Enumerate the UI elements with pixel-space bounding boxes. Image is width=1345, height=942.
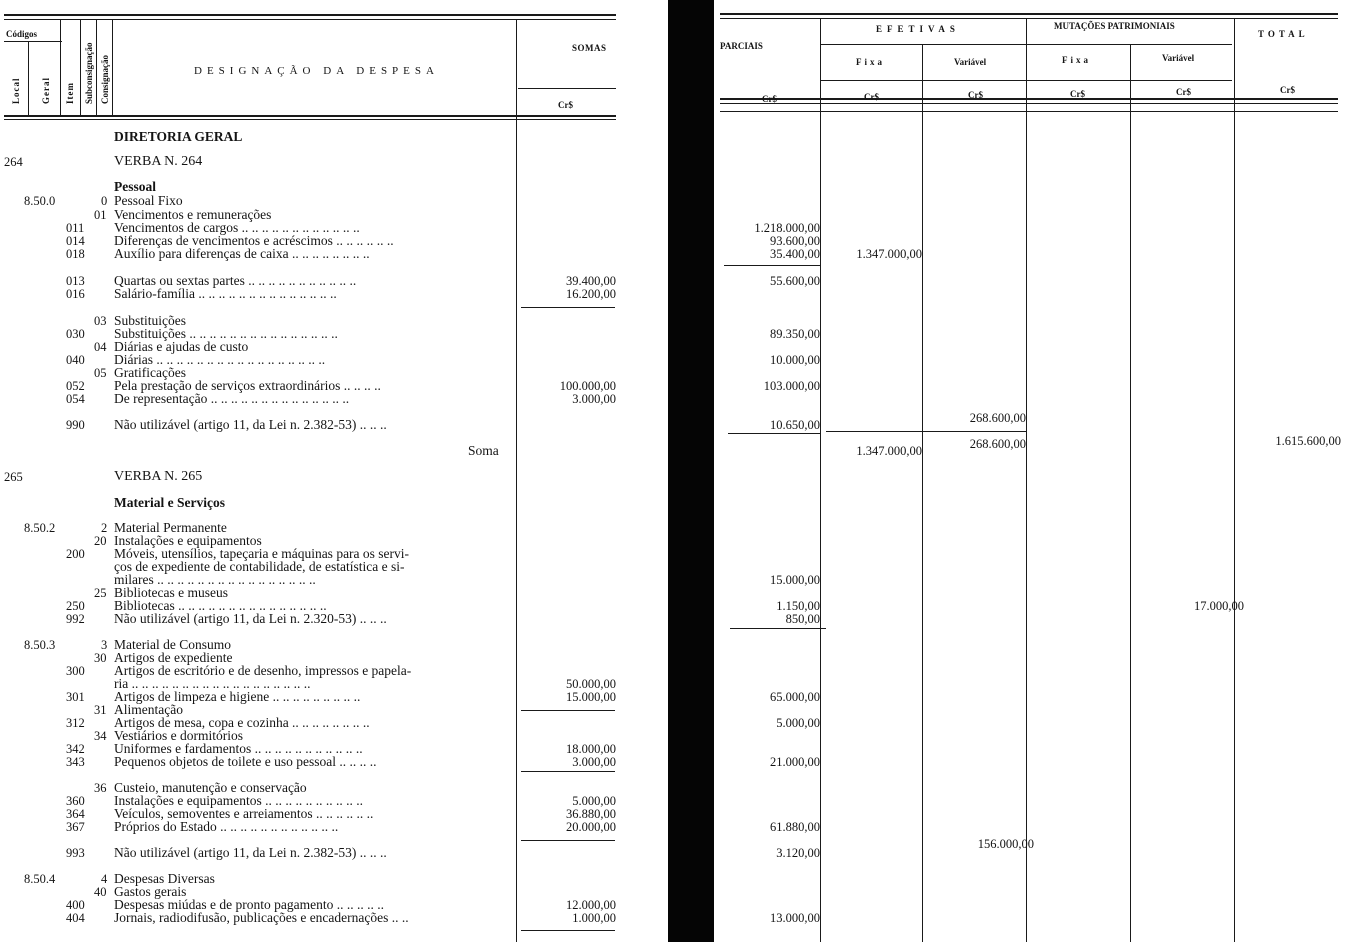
- subconsignacao-label: Subconsignação: [84, 42, 94, 104]
- expense-description: VERBA N. 265: [114, 469, 203, 484]
- somas-value: 50.000,00: [566, 677, 616, 691]
- col-line: [1234, 19, 1235, 942]
- mutacoes-variavel-value: 17.000,00: [1194, 599, 1244, 613]
- somas-value: 15.000,00: [566, 690, 616, 704]
- cur-5: Cr$: [1176, 87, 1191, 97]
- expense-description: Diferenças de vencimentos e acréscimos .. .. .. .. .. ..: [114, 233, 394, 248]
- consignacao-code: 40: [94, 885, 107, 899]
- parcial-value: 61.880,00: [770, 820, 820, 834]
- sum-rule: [521, 307, 615, 308]
- expense-description: Material e Serviços: [114, 495, 225, 510]
- item-code: 301: [66, 690, 85, 704]
- consignacao-code: 34: [94, 729, 107, 743]
- somas-value: 12.000,00: [566, 898, 616, 912]
- item-code: 011: [66, 221, 85, 235]
- item-code: 014: [66, 234, 85, 248]
- parcial-value: 3.120,00: [776, 846, 820, 860]
- local-label: Local: [11, 77, 21, 104]
- codigos-label: Códigos: [6, 29, 38, 39]
- hdr-col-line: [112, 20, 113, 115]
- somas-value: 1.000,00: [572, 911, 616, 925]
- efetivas-variavel-value: 268.600,00: [969, 411, 1026, 425]
- col-line: [922, 44, 923, 942]
- consignacao-code: 01: [94, 208, 107, 222]
- consignacao-code: 30: [94, 651, 107, 665]
- parcial-value: 89.350,00: [770, 327, 820, 341]
- sum-rule: [521, 930, 615, 931]
- somas-value: 36.880,00: [566, 807, 616, 821]
- expense-description: Pequenos objetos de toilete e uso pessoal .. .. .. ..: [114, 754, 377, 769]
- codigos-rule: [4, 41, 62, 42]
- somas-value: 100.000,00: [559, 379, 616, 393]
- expense-description: Quartas ou sextas partes .. .. .. .. .. .. .. .. .. .. ..: [114, 273, 357, 288]
- consignacao-code: 4: [101, 872, 108, 886]
- consignacao-code: 05: [94, 366, 107, 380]
- expense-description: Diárias .. .. .. .. .. .. .. .. .. .. .. .. .. .. .. .. ..: [114, 352, 326, 367]
- item-code: 990: [66, 418, 85, 432]
- parcial-rule: [724, 265, 820, 266]
- item-code: 018: [66, 247, 85, 261]
- right-top-rule: [720, 13, 1338, 15]
- verba-code: 265: [4, 470, 23, 484]
- consignacao-code: 31: [94, 703, 107, 717]
- sum-rule: [521, 840, 615, 841]
- expense-description: Pessoal Fixo: [114, 193, 183, 208]
- verba-code: 264: [4, 155, 23, 169]
- expense-description: Não utilizável (artigo 11, da Lei n. 2.320-53) .. .. ..: [114, 611, 387, 626]
- expense-description: Artigos de escritório e de desenho, impressos e papela-: [114, 663, 412, 678]
- expense-description: Diárias e ajudas de custo: [114, 339, 249, 354]
- efetivas-fixa-value: 1.347.000,00: [856, 444, 922, 458]
- local-code: 8.50.2: [24, 521, 56, 535]
- expense-description: Bibliotecas e museus: [114, 585, 228, 600]
- parcial-rule: [730, 628, 826, 629]
- expense-description: De representação .. .. .. .. .. .. .. .. .. .. .. .. .. ..: [114, 391, 350, 406]
- expense-description: Artigos de limpeza e higiene .. .. .. .. .. .. .. .. ..: [114, 689, 361, 704]
- col-line: [820, 19, 821, 942]
- book-spine: [668, 0, 714, 942]
- right-header-bottom-2: [720, 103, 1338, 104]
- expense-description: Bibliotecas .. .. .. .. .. .. .. .. .. .. .. .. .. .. ..: [114, 598, 327, 613]
- item-code: 992: [66, 612, 85, 626]
- parcial-value: 1.150,00: [776, 599, 820, 613]
- cur-6: Cr$: [1280, 85, 1295, 95]
- item-code: 040: [66, 353, 85, 367]
- expense-description: Próprios do Estado .. .. .. .. .. .. .. .. .. .. .. ..: [114, 819, 339, 834]
- somas-value: 39.400,00: [566, 274, 616, 288]
- parcial-value: 1.218.000,00: [754, 221, 820, 235]
- hdr-col-line: [28, 42, 29, 115]
- expense-description: Jornais, radiodifusão, publicações e encadernações .. ..: [114, 910, 409, 925]
- right-top-rule-2: [720, 18, 1338, 19]
- sum-rule: [521, 710, 615, 711]
- item-code: 342: [66, 742, 85, 756]
- item-code: 013: [66, 274, 85, 288]
- expense-description: Material de Consumo: [114, 637, 231, 652]
- right-header-bottom-3: [720, 111, 1338, 112]
- parcial-value: 55.600,00: [770, 274, 820, 288]
- expense-description: Despesas Diversas: [114, 871, 215, 886]
- efetivas-fixa: Fixa: [856, 57, 885, 67]
- expense-description: VERBA N. 264: [114, 154, 203, 169]
- header-bottom-rule: [4, 115, 616, 117]
- top-rule: [4, 14, 616, 16]
- expense-description: Não utilizável (artigo 11, da Lei n. 2.382-53) .. .. ..: [114, 417, 387, 432]
- expense-description: Instalações e equipamentos .. .. .. .. .. .. .. .. .. ..: [114, 793, 363, 808]
- efetivas-variavel: Variável: [954, 57, 987, 67]
- expense-description: Vencimentos e remunerações: [114, 207, 272, 222]
- right-header-bottom: [720, 98, 1338, 100]
- total-label: TOTAL: [1258, 29, 1309, 39]
- expense-description: Auxílio para diferenças de caixa .. .. .. .. .. .. .. ..: [114, 246, 370, 261]
- parcial-rule: [728, 433, 820, 434]
- parcial-value: 5.000,00: [776, 716, 820, 730]
- expense-description: Gastos gerais: [114, 884, 187, 899]
- item-code: 364: [66, 807, 85, 821]
- item-code: 360: [66, 794, 85, 808]
- expense-description: Salário-família .. .. .. .. .. .. .. .. .. .. .. .. .. ..: [114, 286, 337, 301]
- cur-3: Cr$: [968, 90, 983, 100]
- expense-description: Não utilizável (artigo 11, da Lei n. 2.382-53) .. .. ..: [114, 845, 387, 860]
- expense-description: milares .. .. .. .. .. .. .. .. .. .. .. .. .. .. .. ..: [114, 572, 316, 587]
- expense-description: Móveis, utensílios, tapeçaria e máquinas para os servi-: [114, 546, 410, 561]
- efetivas-rule: [826, 431, 1026, 432]
- item-code: 052: [66, 379, 85, 393]
- parciais-label: PARCIAIS: [720, 41, 763, 51]
- consignacao-code: 20: [94, 534, 107, 548]
- item-code: 054: [66, 392, 85, 406]
- parcial-value: 15.000,00: [770, 573, 820, 587]
- somas-value: 3.000,00: [572, 755, 616, 769]
- expense-description: Instalações e equipamentos: [114, 533, 262, 548]
- expense-description: Pela prestação de serviços extraordinários .. .. .. ..: [114, 378, 381, 393]
- mutacoes-fixa-value: 156.000,00: [977, 837, 1034, 851]
- col-line: [1130, 44, 1131, 942]
- expense-description: Vestiários e dormitórios: [114, 728, 243, 743]
- item-code: 312: [66, 716, 85, 730]
- item-code: 016: [66, 287, 85, 301]
- parcial-value: 10.650,00: [770, 418, 820, 432]
- expense-description: Alimentação: [114, 702, 183, 717]
- consignacao-label: Consignação: [100, 54, 110, 104]
- header-bottom-rule-2: [4, 119, 616, 120]
- hdr-col-line: [80, 20, 81, 115]
- item-code: 030: [66, 327, 85, 341]
- consignacao-code: 36: [94, 781, 107, 795]
- consignacao-code: 03: [94, 314, 107, 328]
- expense-description: Veículos, semoventes e arreiamentos .. .. .. .. .. ..: [114, 806, 374, 821]
- somas-currency: Cr$: [558, 100, 573, 110]
- mutacoes-fixa: Fixa: [1062, 55, 1091, 65]
- parcial-value: 103.000,00: [763, 379, 820, 393]
- somas-value: 20.000,00: [566, 820, 616, 834]
- expense-description: ços de expediente de contabilidade, de estatística e si-: [114, 559, 405, 574]
- efetivas-variavel-value: 268.600,00: [969, 437, 1026, 451]
- consignacao-code: 25: [94, 586, 107, 600]
- local-code: 8.50.4: [24, 872, 56, 886]
- mutacoes-variavel: Variável: [1162, 53, 1195, 63]
- item-code: 300: [66, 664, 85, 678]
- expense-description: Despesas miúdas e de pronto pagamento .. .. .. .. ..: [114, 897, 384, 912]
- somas-value: 18.000,00: [566, 742, 616, 756]
- sum-rule: [521, 771, 615, 772]
- designacao-label: DESIGNAÇÃO DA DESPESA: [194, 65, 439, 77]
- item-label: Item: [65, 82, 75, 104]
- item-code: 993: [66, 846, 85, 860]
- consignacao-code: 04: [94, 340, 107, 354]
- item-code: 367: [66, 820, 85, 834]
- hdr-col-line: [60, 20, 61, 115]
- parcial-value: 35.400,00: [770, 247, 820, 261]
- total-value: 1.615.600,00: [1275, 434, 1341, 448]
- consignacao-code: 0: [101, 194, 108, 208]
- efetivas-label: EFETIVAS: [876, 24, 960, 34]
- local-code: 8.50.0: [24, 194, 56, 208]
- expense-description: Substituições: [114, 313, 187, 328]
- somas-value: 5.000,00: [572, 794, 616, 808]
- expense-description: ria .. .. .. .. .. .. .. .. .. .. .. .. .. .. .. .. .. ..: [114, 676, 311, 691]
- local-code: 8.50.3: [24, 638, 56, 652]
- consignacao-code: 2: [101, 521, 108, 535]
- col-line: [1026, 19, 1027, 942]
- expense-description: Vencimentos de cargos .. .. .. .. .. .. .. .. .. .. .. ..: [114, 220, 360, 235]
- parcial-value: 13.000,00: [770, 911, 820, 925]
- somas-value: 3.000,00: [572, 392, 616, 406]
- somas-label: SOMAS: [572, 43, 607, 53]
- expense-description: Gratificações: [114, 365, 186, 380]
- expense-description: Uniformes e fardamentos .. .. .. .. .. .. .. .. .. .. ..: [114, 741, 363, 756]
- somas-col-line: [516, 20, 517, 942]
- item-code: 404: [66, 911, 85, 925]
- cur-2: Cr$: [864, 92, 879, 102]
- item-code: 343: [66, 755, 85, 769]
- parcial-value: 65.000,00: [770, 690, 820, 704]
- expense-description: Material Permanente: [114, 520, 227, 535]
- expense-description: DIRETORIA GERAL: [114, 129, 243, 144]
- mutacoes-label: MUTAÇÕES PATRIMONIAIS: [1054, 21, 1175, 31]
- somas-rule: [518, 88, 616, 89]
- cur-4: Cr$: [1070, 89, 1085, 99]
- expense-description: Artigos de mesa, copa e cozinha .. .. .. .. .. .. .. ..: [114, 715, 370, 730]
- parcial-value: 10.000,00: [770, 353, 820, 367]
- geral-label: Geral: [41, 77, 51, 104]
- cur-1: Cr$: [762, 94, 777, 104]
- expense-description: Custeio, manutenção e conservação: [114, 780, 307, 795]
- somas-value: 16.200,00: [566, 287, 616, 301]
- hdr-col-line: [96, 20, 97, 115]
- expense-description: Artigos de expediente: [114, 650, 233, 665]
- item-code: 200: [66, 547, 85, 561]
- parcial-value: 21.000,00: [770, 755, 820, 769]
- parcial-value: 93.600,00: [770, 234, 820, 248]
- efetivas-fixa-value: 1.347.000,00: [856, 247, 922, 261]
- expense-description: Substituições .. .. .. .. .. .. .. .. .. .. .. .. .. .. ..: [114, 326, 338, 341]
- expense-description: Pessoal: [114, 179, 156, 194]
- consignacao-code: 3: [101, 638, 108, 652]
- item-code: 250: [66, 599, 85, 613]
- parcial-value: 850,00: [785, 612, 820, 626]
- item-code: 400: [66, 898, 85, 912]
- soma-label: Soma: [468, 443, 499, 458]
